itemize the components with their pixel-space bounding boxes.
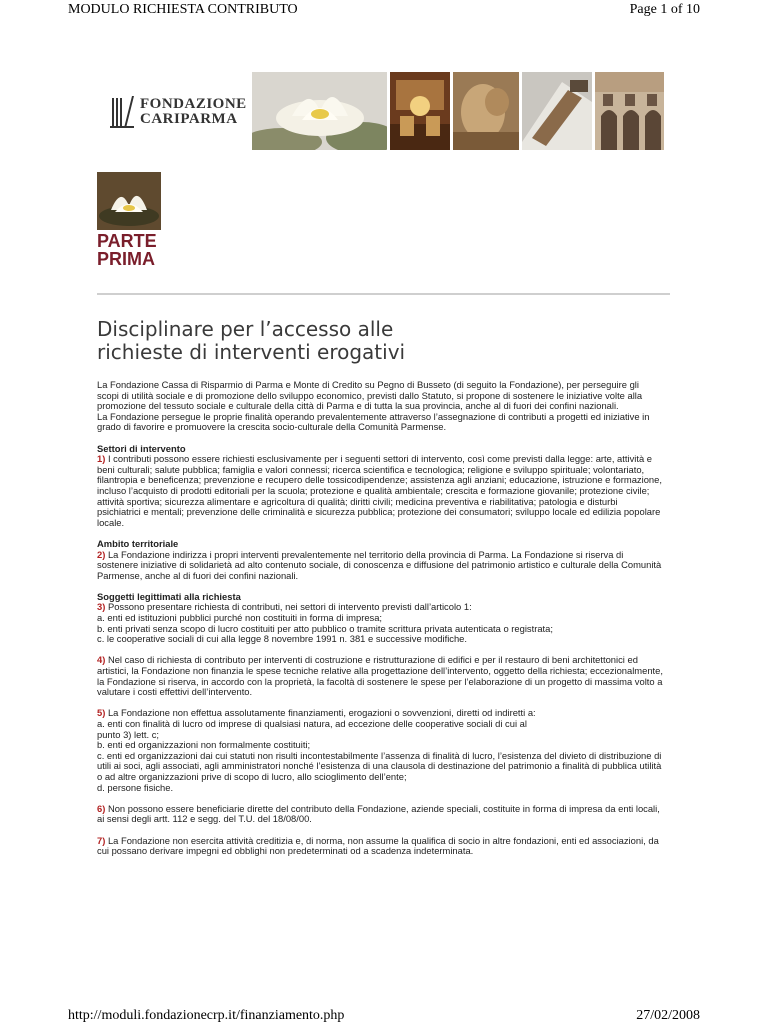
article-1 bbox=[97, 454, 663, 528]
article-7 bbox=[97, 836, 663, 857]
print-footer bbox=[68, 1008, 700, 1024]
print-footer-url: http://moduli.fondazionecrp.it/finanziamento.php bbox=[68, 1008, 345, 1023]
title-line2: richieste di interventi erogativi bbox=[97, 340, 406, 364]
article-number: 7) bbox=[97, 834, 106, 846]
article-text: Possono presentare richiesta di contributi, nei settori di intervento previsti dall’articolo 1: bbox=[107, 601, 472, 613]
fondazione-logo bbox=[110, 94, 250, 134]
list-item: c. enti ed organizzazioni dai cui statuti non risulti incontestabilmente l’assenza di finalità di lucro, l’esistenza del divieto di distribuzione di utili ai soci, agli associati, agli amministratori nonché l’esistenza di una clausola di destinazione del patrimonio a finalità di pubblica utilità o ad altre organizzazioni prive di scopo di lucro, allo scioglimento dell’ente; bbox=[97, 749, 662, 782]
article-text: I contributi possono essere richiesti esclusivamente per i seguenti settori di intervento, così come previsti dalla legge: arte, attività e beni culturali; salute pubblica; famiglia e valori connessi; ricerca scientifica e tecnologica; religione e sviluppo spirituale; volontariato, filantropia e beneficenza; prevenzione e recupero delle tossicodipendenze; assistenza agli anziani; educazione, istruzione e formazione, incluso l’acquisto di prodotti editoriali per la scuola; protezione e qualità ambientale; crescita e formazione giovanile; protezione civile; attività sportiva; sicurezza alimentare e agricoltura di qualità; diritti civili; medicina preventiva e riabilitativa; patologia e disturbi psichiatrici e mentali; prevenzione delle criminalità e sicurezza pubblica; protezione dei consumatori; sviluppo locale ed edilizia popolare locale. bbox=[97, 453, 662, 528]
article-number: 1) bbox=[97, 453, 106, 465]
section-heading-ambito: Ambito territoriale bbox=[97, 537, 179, 549]
section-heading-soggetti: Soggetti legittimati alla richiesta bbox=[97, 590, 241, 602]
list-item: a. enti ed istituzioni pubblici purché non costituiti in forma di impresa; bbox=[97, 612, 383, 624]
document-body bbox=[97, 380, 663, 857]
sculpture-photo bbox=[453, 72, 519, 150]
logo-line1: FONDAZIONE bbox=[140, 96, 247, 112]
print-header-title: MODULO RICHIESTA CONTRIBUTO bbox=[68, 2, 298, 17]
article-text: Nel caso di richiesta di contributo per interventi di costruzione e ristrutturazione di edifici e per il restauro di beni architettonici ed artistici, la Fondazione non finanzia le spese tecniche relative alla progettazione dell’intervento, oggetto della richiesta; eccezionalmente, la Fondazione si riserva, in accordo con la proprietà, la facoltà di sostenere le spese per l’elaborazione di un progetto di massima volto a valutare i costi effettivi dell’intervento. bbox=[97, 654, 663, 698]
fondazione-logo-text bbox=[140, 97, 247, 127]
print-header bbox=[68, 2, 700, 20]
water-lily-thumbnail bbox=[97, 172, 161, 230]
banner-photo-strip bbox=[252, 72, 664, 150]
architecture-photo bbox=[522, 72, 592, 150]
article-text: La Fondazione non effettua assolutamente finanziamenti, erogazioni o sovvenzioni, diretti od indiretti a: bbox=[107, 707, 536, 719]
water-lily-photo bbox=[252, 72, 387, 150]
section-divider bbox=[97, 293, 670, 295]
list-item: punto 3) lett. c; bbox=[97, 728, 160, 740]
article-6 bbox=[97, 804, 663, 825]
article-number: 6) bbox=[97, 802, 106, 814]
list-item: b. enti privati senza scopo di lucro costituiti per atto pubblico o tramite scrittura privata autenticata o registrata; bbox=[97, 622, 553, 634]
article-number: 2) bbox=[97, 548, 106, 560]
page-title bbox=[97, 318, 657, 364]
article-text: Non possono essere beneficiarie dirette del contributo della Fondazione, aziende speciali, costituite in forma di impresa da enti locali, ai sensi degli artt. 112 e segg. del T.U. del 18/08/00. bbox=[97, 802, 660, 825]
article-text: La Fondazione indirizza i propri interventi prevalentemente nel territorio della provincia di Parma. La Fondazione si riserva di sostenere iniziative di solidarietà ad alto contenuto sociale, di conoscenza e diffusione del patrimonio artistico e culturale della Comunità Parmense, anche al di fuori dei confini nazionali. bbox=[97, 548, 662, 581]
list-item: c. le cooperative sociali di cui alla legge 8 novembre 1991 n. 381 e successive modifiche. bbox=[97, 633, 468, 645]
banner bbox=[92, 72, 664, 150]
title-line1: Disciplinare per l’accesso alle bbox=[97, 317, 394, 341]
list-item: b. enti ed organizzazioni non formalmente costituiti; bbox=[97, 739, 311, 751]
list-item: d. persone fisiche. bbox=[97, 781, 174, 793]
print-footer-date: 27/02/2008 bbox=[636, 1008, 700, 1023]
interior-photo bbox=[390, 72, 450, 150]
intro-paragraph-2: La Fondazione persegue le proprie finalità operando prevalentemente attraverso l’assegnazione di contributi a progetti ed iniziative in grado di favorire e promuovere la crescita socio-culturale della Comunità Parmense. bbox=[97, 410, 650, 433]
intro-paragraph-1: La Fondazione Cassa di Risparmio di Parma e Monte di Credito su Pegno di Busseto (di seguito la Fondazione), per perseguire gli scopi di utilità sociale e di promozione dello sviluppo economico, previsti dallo Statuto, si propone di sostenere le iniziative volte alla promozione del tessuto sociale e culturale della città di Parma e di tutta la sua provincia, anche al di fuori dei confini nazionali. bbox=[97, 379, 643, 412]
list-item: a. enti con finalità di lucro od imprese di qualsiasi natura, ad eccezione delle cooperative sociali di cui al bbox=[97, 718, 527, 729]
parte-line2: PRIMA bbox=[97, 249, 155, 269]
article-4 bbox=[97, 655, 663, 697]
print-header-page: Page 1 of 10 bbox=[629, 2, 700, 17]
parte-line1: PARTE bbox=[97, 231, 157, 251]
building-photo bbox=[595, 72, 664, 150]
section-heading-settori: Settori di intervento bbox=[97, 442, 186, 454]
parte-prima-label bbox=[97, 232, 157, 268]
article-number: 5) bbox=[97, 707, 106, 719]
article-text: La Fondazione non esercita attività creditizia e, di norma, non assume la qualifica di socio in altre fondazioni, enti ed associazioni, da cui possano derivare impegni ed obblighi non predeterminati od a scadenza indeterminata. bbox=[97, 834, 659, 857]
article-number: 4) bbox=[97, 654, 106, 666]
logo-line2: CARIPARMA bbox=[140, 111, 238, 127]
article-2 bbox=[97, 550, 663, 582]
fondazione-logo-mark-icon bbox=[110, 94, 136, 130]
article-number: 3) bbox=[97, 601, 106, 613]
